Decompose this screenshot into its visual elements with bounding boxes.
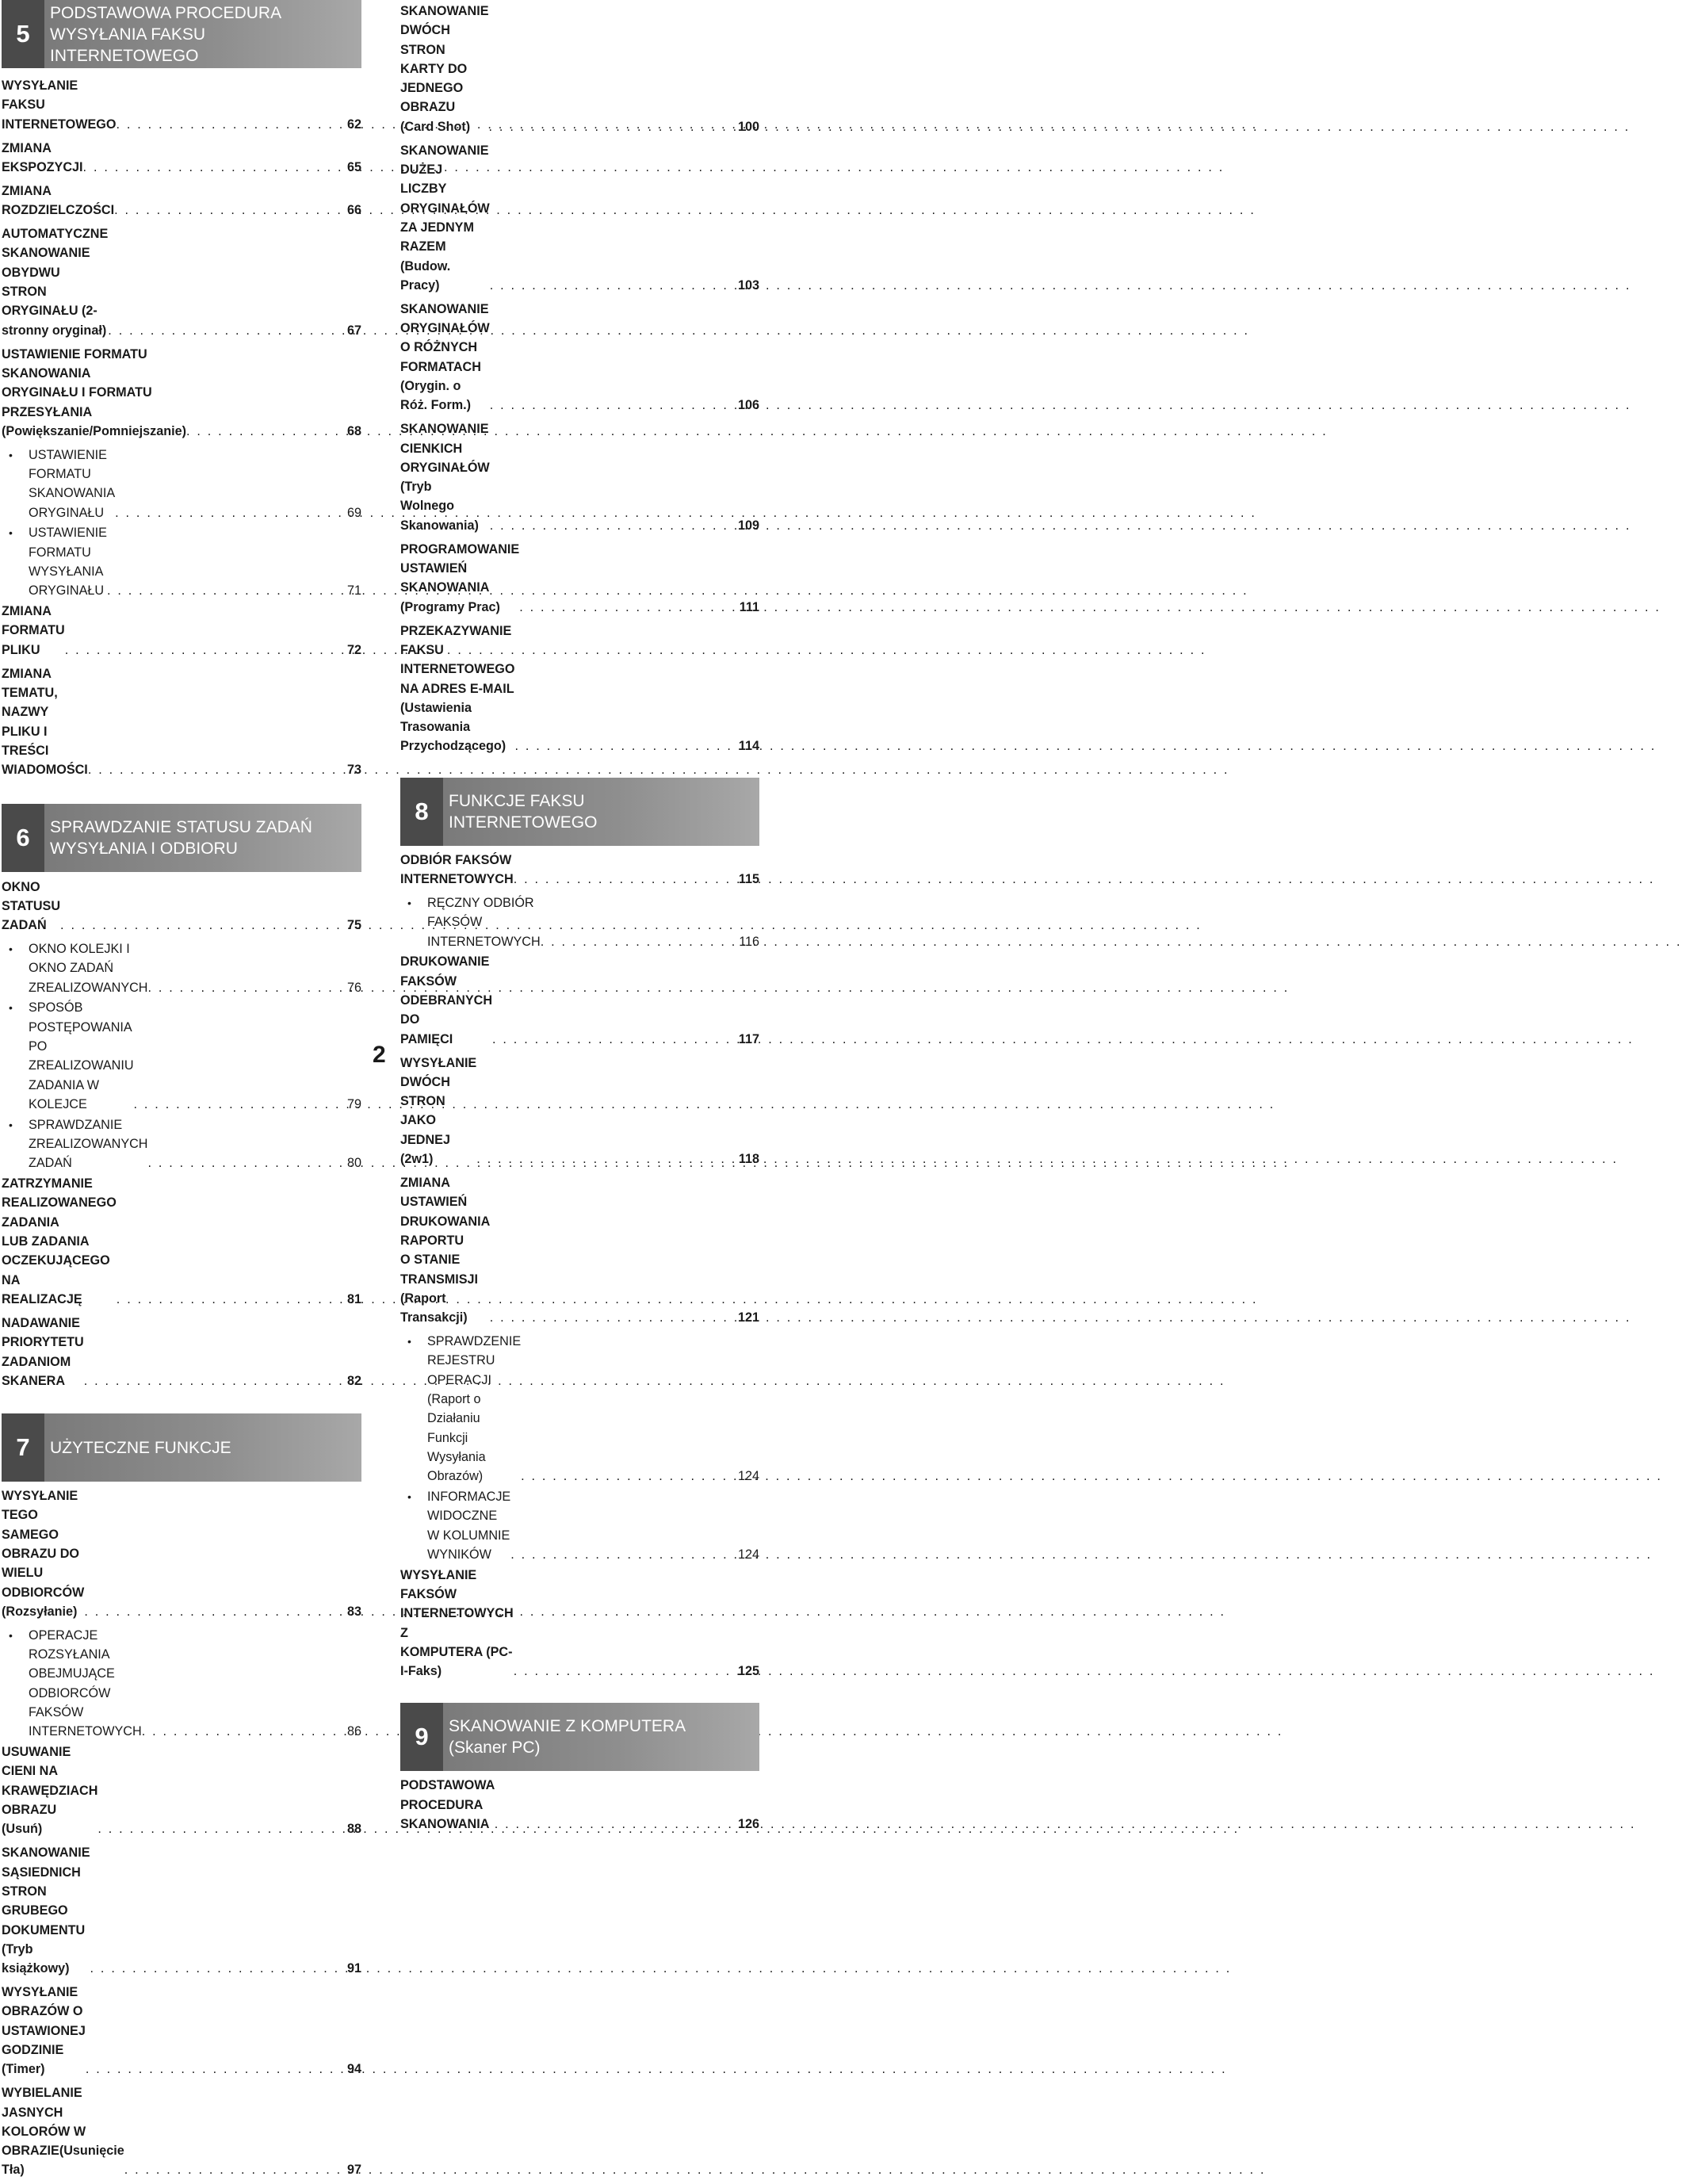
dot-leader xyxy=(521,1467,736,1486)
toc-entry-page: 62 xyxy=(346,117,361,132)
toc-subentry[interactable] xyxy=(400,893,759,951)
chapter-header xyxy=(2,1413,361,1482)
toc-subentry[interactable] xyxy=(400,1332,759,1486)
toc-section xyxy=(400,1703,759,1834)
toc-entry-page: 106 xyxy=(737,398,759,413)
chapter-title xyxy=(44,1413,361,1482)
toc-section xyxy=(400,778,759,1681)
toc-entry-title: AUTOMATYCZNE SKANOWANIE OBYDWU STRON ORYGINAŁU (2-stronny oryginał) xyxy=(2,227,109,338)
toc-entry-page: 103 xyxy=(737,277,759,293)
toc-entry-page: 116 xyxy=(739,934,759,949)
toc-left-column xyxy=(2,0,361,2184)
toc-entry[interactable] xyxy=(400,1776,759,1834)
chapter-number: 9 xyxy=(400,1703,443,1771)
dot-leader xyxy=(490,396,736,415)
toc-entry[interactable] xyxy=(400,851,759,889)
toc-entry[interactable] xyxy=(400,2,759,136)
toc-entry-title: WYSYŁANIE TEGO SAMEGO OBRAZU DO WIELU ODBIORCÓW (Rozsyłanie) xyxy=(2,1489,85,1619)
toc-entry[interactable] xyxy=(2,182,361,220)
toc-entry-list xyxy=(2,878,361,1391)
toc-subentry[interactable] xyxy=(2,1626,361,1742)
toc-entry-page: 94 xyxy=(346,2062,361,2077)
chapter-title-text: FUNKCJE FAKSU INTERNETOWEGO xyxy=(449,791,598,832)
toc-entry-page: 91 xyxy=(346,1961,361,1976)
toc-entry[interactable] xyxy=(2,1174,361,1309)
toc-subentry[interactable] xyxy=(2,939,361,997)
toc-entry-title: PODSTAWOWA PROCEDURA SKANOWANIA xyxy=(400,1778,495,1832)
toc-entry-title: ZMIANA FORMATU PLIKU xyxy=(2,604,65,657)
toc-entry-page: 79 xyxy=(346,1096,361,1111)
toc-subentry[interactable] xyxy=(2,446,361,522)
toc-entry-title: • OKNO KOLEJKI I OKNO ZADAŃ ZREALIZOWANYCH xyxy=(29,942,148,995)
toc-entry[interactable] xyxy=(2,1983,361,2079)
dot-leader xyxy=(108,321,346,340)
toc-section xyxy=(2,0,361,780)
dot-leader xyxy=(514,1662,736,1681)
toc-entry[interactable] xyxy=(400,141,759,295)
toc-entry[interactable] xyxy=(400,1566,759,1681)
chapter-header xyxy=(400,1703,759,1771)
toc-entry-page: 83 xyxy=(346,1604,361,1619)
page-number: 2 xyxy=(373,1042,386,1068)
toc-entry-title: ZMIANA TEMATU, NAZWY PLIKU I TREŚCI WIADOMOŚCI xyxy=(2,666,88,778)
toc-section xyxy=(400,2,759,756)
dot-leader xyxy=(117,1290,346,1309)
dot-leader xyxy=(490,276,736,295)
toc-entry-list xyxy=(2,76,361,780)
toc-entry-page: 111 xyxy=(739,599,759,614)
toc-entry[interactable] xyxy=(400,419,759,535)
toc-entry-title: ZATRZYMANIE REALIZOWANEGO ZADANIA LUB ZADANIA OCZEKUJĄCEGO NA REALIZACJĘ xyxy=(2,1176,117,1306)
chapter-title xyxy=(443,778,759,846)
toc-entry-title: NADAWANIE PRIORYTETU ZADANIOM SKANERA xyxy=(2,1315,84,1388)
toc-entry-title: ZMIANA EKSPOZYCJI xyxy=(2,140,83,174)
dot-leader xyxy=(107,581,346,600)
toc-entry-page: 73 xyxy=(346,763,361,778)
toc-entry[interactable] xyxy=(400,952,759,1048)
toc-entry-list xyxy=(400,851,759,1681)
dot-leader xyxy=(83,158,346,177)
toc-subentry[interactable] xyxy=(2,523,361,600)
toc-entry-title: • SPOSÓB POSTĘPOWANIA PO ZREALIZOWANIU ZADANIA W KOLEJCE xyxy=(29,1000,134,1111)
toc-entry-title: • SPRAWDZANIE ZREALIZOWANYCH ZADAŃ xyxy=(29,1117,148,1171)
toc-entry[interactable] xyxy=(2,878,361,935)
toc-entry-title: • OPERACJE ROZSYŁANIA OBEJMUJĄCE ODBIORCÓW FAKSÓW INTERNETOWYCH xyxy=(29,1627,142,1739)
dot-leader xyxy=(97,1819,346,1838)
toc-entry[interactable] xyxy=(400,1054,759,1169)
toc-entry[interactable] xyxy=(2,224,361,340)
chapter-title-text: UŻYTECZNE FUNKCJE xyxy=(50,1438,231,1457)
dot-leader xyxy=(515,736,737,755)
toc-entry[interactable] xyxy=(400,540,759,617)
toc-section xyxy=(2,1413,361,2180)
toc-entry-page: 72 xyxy=(346,642,361,657)
toc-entry-title: PRZEKAZYWANIE FAKSU INTERNETOWEGO NA ADRES E-MAIL (Ustawienia Trasowania Przychodzącego) xyxy=(400,623,515,754)
toc-entry-title: • RĘCZNY ODBIÓR FAKSÓW INTERNETOWYCH xyxy=(427,896,541,949)
toc-entry[interactable] xyxy=(2,139,361,178)
dot-leader xyxy=(490,516,736,535)
toc-entry-page: 115 xyxy=(738,872,759,887)
toc-entry[interactable] xyxy=(400,300,759,415)
dot-leader xyxy=(519,598,738,617)
toc-entry-title: ODBIÓR FAKSÓW INTERNETOWYCH xyxy=(400,852,514,887)
chapter-header xyxy=(2,0,361,68)
toc-entry-title: WYSYŁANIE DWÓCH STRON JAKO JEDNEJ (2w1) xyxy=(400,1055,477,1167)
toc-entry-title: • USTAWIENIE FORMATU SKANOWANIA ORYGINAŁU xyxy=(29,447,116,520)
toc-entry-title: DRUKOWANIE FAKSÓW ODEBRANYCH DO PAMIĘCI xyxy=(400,954,493,1046)
toc-entry-title: WYSYŁANIE FAKSU INTERNETOWEGO xyxy=(2,78,117,132)
dot-leader xyxy=(90,1959,346,1978)
dot-leader xyxy=(134,1095,346,1114)
toc-entry-page: 124 xyxy=(737,1469,759,1484)
dot-leader xyxy=(84,1371,346,1390)
toc-entry-title: SKANOWANIE ORYGINAŁÓW O RÓŻNYCH FORMATACH (Orygin. o Róż. Form.) xyxy=(400,301,490,413)
toc-entry-title: SKANOWANIE CIENKICH ORYGINAŁÓW (Tryb Wolnego Skanowania) xyxy=(400,422,490,533)
dot-leader xyxy=(86,2060,346,2079)
chapter-title xyxy=(443,1703,759,1771)
toc-entry-page: 100 xyxy=(737,119,759,134)
toc-entry[interactable] xyxy=(2,664,361,780)
dot-leader xyxy=(492,1030,737,1049)
chapter-header xyxy=(2,804,361,872)
toc-subentry[interactable] xyxy=(2,1115,361,1173)
toc-entry-title: USTAWIENIE FORMATU SKANOWANIA ORYGINAŁU I FORMATU PRZESYŁANIA (Powiększanie/Pomniejszanie) xyxy=(2,346,186,438)
toc-entry-page: 97 xyxy=(346,2163,361,2178)
toc-entry-page: 69 xyxy=(346,505,361,520)
toc-subentry[interactable] xyxy=(400,1487,759,1564)
dot-leader xyxy=(186,422,346,441)
toc-entry-page: 81 xyxy=(346,1291,361,1306)
dot-leader xyxy=(60,916,346,935)
toc-entry-page: 75 xyxy=(346,918,361,933)
toc-entry-page: 71 xyxy=(346,583,361,599)
toc-entry-page: 121 xyxy=(737,1310,759,1325)
dot-leader xyxy=(495,1815,736,1834)
dot-leader xyxy=(476,1149,737,1168)
toc-entry-page: 125 xyxy=(737,1664,759,1679)
toc-entry-page: 88 xyxy=(346,1822,361,1837)
toc-entry[interactable] xyxy=(2,76,361,134)
dot-leader xyxy=(117,115,346,134)
toc-entry-page: 65 xyxy=(346,159,361,174)
dot-leader xyxy=(489,117,736,136)
toc-entry-list xyxy=(400,1776,759,1834)
toc-entry-page: 80 xyxy=(346,1156,361,1171)
dot-leader xyxy=(115,503,346,522)
toc-subentry[interactable] xyxy=(2,998,361,1114)
dot-leader xyxy=(510,1545,736,1564)
chapter-title-text: SKANOWANIE Z KOMPUTERA (Skaner PC) xyxy=(449,1717,686,1758)
toc-entry-page: 76 xyxy=(346,980,361,995)
chapter-title-text: PODSTAWOWA PROCEDURA WYSYŁANIA FAKSU INTERNETOWEGO xyxy=(50,3,282,65)
toc-entry-title: OKNO STATUSU ZADAŃ xyxy=(2,879,61,933)
dot-leader xyxy=(84,1602,346,1621)
toc-entry-title: • INFORMACJE WIDOCZNE W KOLUMNIE WYNIKÓW xyxy=(427,1489,511,1562)
toc-entry-title: ZMIANA ROZDZIELCZOŚCI xyxy=(2,183,115,218)
dot-leader xyxy=(88,760,346,779)
toc-right-column xyxy=(400,0,759,1838)
chapter-number: 6 xyxy=(2,804,44,872)
dot-leader xyxy=(148,978,346,997)
toc-entry-title: WYBIELANIE JASNYCH KOLORÓW W OBRAZIE(Usunięcie Tła) xyxy=(2,2086,124,2178)
toc-entry-list xyxy=(400,2,759,756)
toc-entry-page: 109 xyxy=(737,518,759,533)
toc-entry-page: 68 xyxy=(346,423,361,438)
chapter-number: 5 xyxy=(2,0,44,68)
toc-entry-title: SKANOWANIE DWÓCH STRON KARTY DO JEDNEGO OBRAZU (Card Shot) xyxy=(400,4,489,134)
dot-leader xyxy=(65,641,346,660)
toc-entry-title: WYSYŁANIE FAKSÓW INTERNETOWYCH Z KOMPUTERA (PC-I-Faks) xyxy=(400,1567,514,1679)
toc-entry[interactable] xyxy=(2,1843,361,1978)
toc-entry[interactable] xyxy=(2,602,361,660)
toc-entry-page: 117 xyxy=(738,1031,759,1046)
toc-entry-page: 114 xyxy=(738,739,759,754)
toc-entry[interactable] xyxy=(400,622,759,756)
chapter-title-text: SPRAWDZANIE STATUSU ZADAŃ WYSYŁANIA I ODBIORU xyxy=(50,817,312,858)
toc-entry-title: • USTAWIENIE FORMATU WYSYŁANIA ORYGINAŁU xyxy=(29,526,107,599)
toc-entry-title: PROGRAMOWANIE USTAWIEŃ SKANOWANIA (Programy Prac) xyxy=(400,541,520,614)
dot-leader xyxy=(114,201,346,220)
chapter-header xyxy=(400,778,759,846)
toc-entry[interactable] xyxy=(2,2083,361,2179)
dot-leader xyxy=(124,2160,346,2179)
toc-entry-title: SKANOWANIE DUŻEJ LICZBY ORYGINAŁÓW ZA JEDNYM RAZEM (Budow. Pracy) xyxy=(400,143,490,293)
chapter-title xyxy=(44,0,361,68)
toc-entry-page: 124 xyxy=(737,1547,759,1562)
toc-entry[interactable] xyxy=(400,1173,759,1327)
dot-leader xyxy=(142,1722,346,1741)
toc-entry[interactable] xyxy=(2,1742,361,1838)
toc-entry-page: 118 xyxy=(738,1152,759,1167)
toc-entry-page: 82 xyxy=(346,1373,361,1388)
toc-entry[interactable] xyxy=(2,1314,361,1390)
toc-entry-title: ZMIANA USTAWIEŃ DRUKOWANIA RAPORTU O STANIE TRANSMISJI (Raport Transakcji) xyxy=(400,1176,490,1325)
toc-entry-title: SKANOWANIE SĄSIEDNICH STRON GRUBEGO DOKUMENTU (Tryb książkowy) xyxy=(2,1845,90,1976)
toc-entry-page: 86 xyxy=(346,1724,361,1739)
toc-entry-page: 126 xyxy=(737,1817,759,1832)
dot-leader xyxy=(541,932,737,951)
dot-leader xyxy=(490,1308,736,1327)
chapter-number: 7 xyxy=(2,1413,44,1482)
toc-entry-title: WYSYŁANIE OBRAZÓW O USTAWIONEJ GODZINIE (Timer) xyxy=(2,1985,86,2077)
toc-entry-page: 66 xyxy=(346,203,361,218)
toc-entry-page: 67 xyxy=(346,323,361,338)
toc-entry-title: USUWANIE CIENI NA KRAWĘDZIACH OBRAZU (Usuń) xyxy=(2,1745,98,1837)
toc-entry-list xyxy=(2,1486,361,2180)
dot-leader xyxy=(514,870,737,889)
toc-entry[interactable] xyxy=(2,345,361,441)
dot-leader xyxy=(147,1153,346,1172)
toc-section xyxy=(2,804,361,1391)
toc-entry[interactable] xyxy=(2,1486,361,1621)
chapter-number: 8 xyxy=(400,778,443,846)
chapter-title xyxy=(44,804,361,872)
toc-entry-title: • SPRAWDZENIE REJESTRU OPERACJI (Raport o Działaniu Funkcji Wysyłania Obrazów) xyxy=(427,1334,522,1484)
